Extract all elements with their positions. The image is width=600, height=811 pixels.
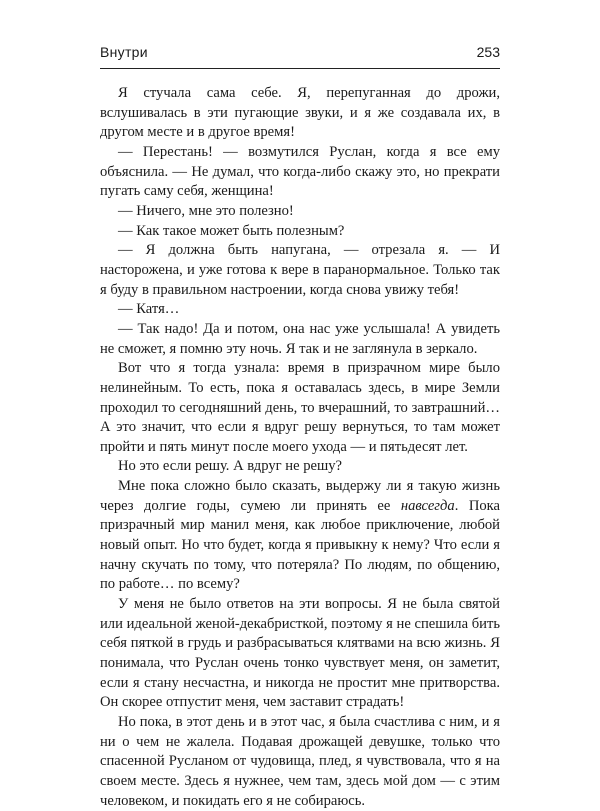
paragraph-1: Я стучала сама себе. Я, перепуганная до дрожи, вслушивалась в эти пугающие звуки, и я же создавала их, в другом месте и в другое время! [100,85,500,141]
body-text [100,84,500,811]
paragraph-12: Но пока, в этот день и в этот час, я была счастлива с ним, и я ни о чем не жалела. Подавая дрожащей девушке, только что спасенной Русланом от чудовища, плед, я чувствовала, что я на своем месте. Здесь я нужнее, чем там, здесь мой дом — с этим человеком, и покидать его я не собираюсь. [100,714,500,809]
paragraph-9: Но это если решу. А вдруг не решу? [118,458,342,475]
chapter-title: Внутри [100,44,148,60]
paragraph-2: — Перестань! — возмутился Руслан, когда я все ему объяснила. — Не думал, что когда-либо скажу это, но прекрати пугать саму себя, женщина! [100,143,500,200]
page-number: 253 [476,44,500,60]
emphasis-navsegda: навсегда [400,497,455,514]
paragraph-10-after: . Пока призрачный мир манил меня, как любое приключение, любой новый опыт. Но что будет, когда я привыкну к нему? Что если я начну скучать по тому, что потеряла? По людям, по общению, по работе… по всему? [100,497,500,593]
paragraph-5: — Я должна быть напугана, — отрезала я. — И настороженa, и уже готова к вере в паранормальное. Только так я буду в правильном настроении, когда снова увижу тебя! [100,242,500,298]
paragraph-10-before: Мне пока сложно было сказать, выдержу ли я такую жизнь через долгие годы, сумею ли принять ее [100,478,500,514]
paragraph-10 [100,477,500,595]
paragraph-7: — Так надо! Да и потом, она нас уже услышала! А увидеть не сможет, я помню эту ночь. Я так и не заглянула в зеркало. [100,320,500,357]
paragraph-6: — Катя… [118,301,180,318]
header-rule [100,68,500,69]
paragraph-3: — Ничего, мне это полезно! [118,202,294,219]
paragraph-8: Вот что я тогда узнала: время в призрачном мире было нелинейным. То есть, пока я оставалась здесь, в мире Земли проходил то сегодняшний день, то вчерашний, то завтрашний… А это значит, что если я вдруг решу вернуться, то там может пройти и пять минут после моего ухода — и пятьдесят лет. [100,360,500,455]
running-head [100,40,500,64]
paragraph-11: У меня не было ответов на эти вопросы. Я не была святой или идеальной женой-декабристкой, поэтому я не спешила бить себя пяткой в грудь и разбрасываться клятвами на всю жизнь. Я понимала, что Руслан очень тонко чувствует меня, он заметит, если я стану несчастна, и никогда не простит мне притворства. Он скорее отпустит меня, чем заставит страдать! [100,596,500,711]
paragraph-4: — Как такое может быть полезным? [118,222,345,239]
